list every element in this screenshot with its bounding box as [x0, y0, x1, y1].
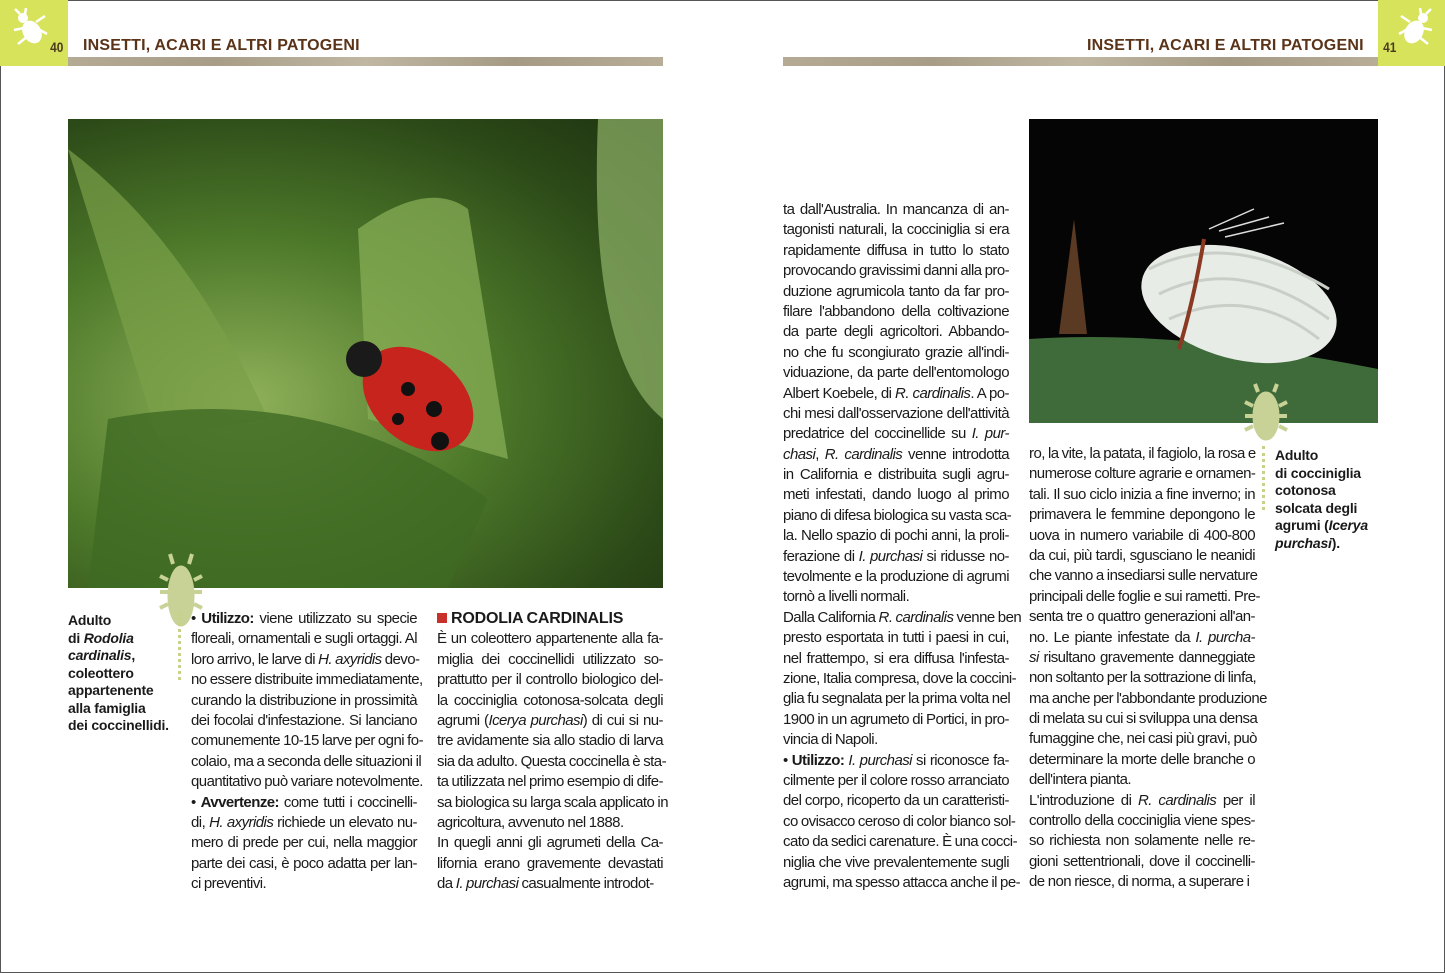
text-line: tali. Il suo ciclo inizia a fine inverno; in: [1029, 485, 1255, 503]
text-line: mero di prede per cui, nella maggior: [191, 834, 417, 852]
text-line: comunemente 10-15 larve per ogni fo-: [191, 732, 424, 750]
text-line: • Utilizzo: I. purchasi si riconosce fa-: [783, 751, 1009, 769]
text-line: senta tre o quattro generazioni all'an-: [1029, 608, 1255, 626]
text-line: ta utilizzata nel primo esempio di dife-: [437, 773, 663, 791]
text-line: dell'intera pianta.: [1029, 771, 1131, 789]
text-line: agrumi, ma spesso attacca anche il pe-: [783, 873, 1021, 891]
section-square-icon: [437, 613, 447, 623]
page-number: 41: [1383, 39, 1397, 55]
text-line: cilmente per il colore rosso arranciato: [783, 771, 1009, 789]
header-strip: [68, 57, 663, 66]
text-line: glia fu segnalata per la prima volta nel: [783, 690, 1011, 708]
text-line: parte dei casi, è poco adatta per lan-: [191, 854, 417, 872]
text-line: fumaggine che, nei casi più gravi, può: [1029, 730, 1257, 748]
text-line: quantitativo può variare notevolmente.: [191, 773, 423, 791]
text-line: lifornia erano gravemente devastati: [437, 854, 663, 872]
text-line: Adulto: [1275, 447, 1319, 463]
text-line: chasi, R. cardinalis venne introdotta: [783, 445, 1009, 463]
text-line: agrumi (Icerya purchasi) di cui si nu-: [437, 711, 663, 729]
text-line: appartenente: [68, 682, 154, 698]
text-line: duzione agrumicola tanto da far pro-: [783, 282, 1009, 300]
text-line: so richiesta non solamente nelle re-: [1029, 832, 1255, 850]
text-line: tre avidamente sia allo stadio di larva: [437, 732, 663, 750]
text-line: tagonisti naturali, la cocciniglia si era: [783, 221, 1009, 239]
text-line: curando la distribuzione in prossimità: [191, 691, 417, 709]
text-line: È un coleottero appartenente alla fa-: [437, 630, 663, 648]
text-line: no essere distribuite immediatamente,: [191, 671, 423, 689]
text-line: di cocciniglia: [1275, 464, 1361, 481]
text-line: • Utilizzo: viene utilizzato su specie: [191, 610, 417, 627]
text-line: zione, Italia compresa, dove la coccini-: [783, 669, 1017, 687]
text-line: agrumi (Icerya: [1275, 517, 1368, 533]
right-page-tab: [1378, 0, 1445, 66]
text-line: tornò a livelli normali.: [783, 588, 910, 606]
text-line: • Avvertenze: come tutti i coccinelli-: [191, 793, 417, 811]
text-line: loro arrivo, le larve di H. axyridis devo-: [191, 650, 420, 668]
text-line: da I. purchasi casualmente introdot-: [437, 875, 654, 893]
text-line: uova in numero variabile di 400-800: [1029, 526, 1255, 544]
text-line: sia da adulto. Questa coccinella è sta-: [437, 752, 667, 770]
text-line: no. Le piante infestate da I. purcha-: [1029, 628, 1255, 646]
text-line: cotonosa: [1275, 482, 1336, 498]
photo-caption-right: [1275, 447, 1385, 552]
text-line: piano di difesa biologica su vasta sca-: [783, 506, 1012, 524]
insect-marker-icon: [1243, 382, 1289, 444]
text-line: vincia di Napoli.: [783, 731, 878, 749]
text-line: miglia dei coccinellidi utilizzato so-: [437, 650, 663, 668]
text-line: no che fu scongiurato grazie all'indi-: [783, 343, 1009, 361]
text-line: dei focolai d'infestazione. Si lanciano: [191, 711, 417, 729]
text-line: meti infestati, dando luogo al primo: [783, 486, 1009, 504]
left-page-tab: [0, 0, 68, 66]
text-line: da cui, più tardi, sgusciano le neanidi: [1029, 546, 1255, 564]
text-line: da parte degli agricoltori. Abbando-: [783, 323, 1009, 341]
text-line: nel frattempo, si era diffusa l'infesta-: [783, 649, 1009, 667]
text-line: la. Nello spazio di pochi anni, la proli-: [783, 527, 1009, 545]
text-line: del corpo, ricoperto da un caratteristi-: [783, 792, 1009, 810]
section-heading-text: RODOLIA CARDINALIS: [451, 610, 624, 627]
dotted-leader: [178, 612, 185, 680]
text-line: ma anche per l'abbondante produzione: [1029, 689, 1267, 707]
text-line: prattutto per il controllo biologico del-: [437, 671, 663, 689]
insect-icon: [12, 8, 48, 48]
text-line: controllo della cocciniglia viene spes-: [1029, 812, 1255, 830]
text-line: solcata degli: [1275, 499, 1358, 516]
text-line: Dalla California R. cardinalis venne ben: [783, 608, 1022, 626]
text-line: chi mesi dall'osservazione dell'attività: [783, 404, 1009, 422]
text-line: Albert Koebele, di R. cardinalis. A po-: [783, 384, 1009, 402]
text-line: di, H. axyridis richiede un elevato nu-: [191, 813, 418, 831]
text-line: di Rodolia: [68, 629, 134, 646]
text-line: Adulto: [68, 612, 112, 628]
text-line: agricoltura, avvenuto nel 1888.: [437, 813, 624, 831]
text-line: cardinalis,: [68, 647, 136, 663]
text-line: presto esportata in tutti i paesi in cui,: [783, 629, 1009, 647]
text-line: ta dall'Australia. In mancanza di an-: [783, 201, 1009, 218]
text-line: provocando gravissimi danni alla pro-: [783, 262, 1010, 280]
text-line: ro, la vite, la patata, il fagiolo, la rosa e: [1029, 445, 1256, 462]
text-line: co ovisacco ceroso di color bianco sol-: [783, 812, 1016, 830]
text-line: gioni settentrionali, dove il coccinelli-: [1029, 852, 1255, 870]
text-line: la cocciniglia cotonosa-solcata degli: [437, 691, 663, 709]
insect-icon: [1398, 8, 1434, 48]
cottony-scale-photo: [1029, 119, 1378, 423]
text-line: principali delle foglie e sui rametti. Pre-: [1029, 587, 1260, 605]
text-line: predatrice del coccinellide su I. pur-: [783, 425, 1009, 443]
text-line: ci preventivi.: [191, 875, 267, 893]
text-line: floreali, ornamentali e sugli ortaggi. Al: [191, 630, 417, 648]
page-number: 40: [50, 39, 64, 55]
running-title: INSETTI, ACARI E ALTRI PATOGENI: [83, 37, 360, 54]
text-line: L'introduzione di R. cardinalis per il: [1029, 791, 1255, 809]
text-line: che vanno a insediarsi sulle nervature: [1029, 567, 1258, 585]
ladybird-photo: [68, 119, 663, 588]
text-line: alla famiglia: [68, 699, 146, 716]
text-line: coleottero: [68, 664, 134, 681]
text-column-1: [191, 609, 424, 894]
text-line: purchasi).: [1275, 534, 1340, 551]
section-heading: [437, 609, 663, 629]
header-strip: [783, 57, 1378, 66]
text-line: tevolmente e la produzione di agrumi: [783, 568, 1009, 586]
text-line: In quegli anni gli agrumeti della Ca-: [437, 834, 663, 852]
text-line: si risultano gravemente danneggiate: [1029, 648, 1255, 666]
text-line: determinare la morte delle branche o: [1029, 750, 1255, 768]
text-column-2: [437, 609, 668, 894]
text-line: 1900 in un agrumeto di Portici, in pro-: [783, 710, 1009, 728]
text-line: rapidamente diffusa in tutto lo stato: [783, 241, 1009, 259]
dotted-leader: [1262, 446, 1269, 510]
text-line: numerose colture agrarie e ornamen-: [1029, 465, 1256, 483]
text-line: filare l'abbandono della coltivazione: [783, 302, 1009, 320]
text-line: sa biologica su larga scala applicato in: [437, 793, 668, 811]
text-column-4: [1029, 444, 1267, 893]
text-line: ferazione di I. purchasi si ridusse no-: [783, 547, 1010, 565]
text-line: viduazione, da parte dell'entomologo: [783, 364, 1009, 382]
text-line: primavera le femmine depongono le: [1029, 506, 1255, 524]
text-line: cato da sedici carenature. È una cocci-: [783, 833, 1018, 851]
text-line: non soltanto per la sottrazione di linfa,: [1029, 669, 1257, 687]
text-line: colaio, ma a seconda delle situazioni il: [191, 752, 422, 770]
text-line: de non riesce, di norma, a superare i: [1029, 873, 1250, 891]
text-line: in California e distribuita sugli agru-: [783, 466, 1009, 484]
text-column-3: [783, 200, 1022, 893]
running-title: INSETTI, ACARI E ALTRI PATOGENI: [1087, 37, 1364, 54]
text-line: niglia che vive prevalentemente sugli: [783, 853, 1009, 871]
photo-caption-left: [68, 612, 178, 735]
text-line: di melata su cui si sviluppa una densa: [1029, 710, 1258, 728]
text-line: dei coccinellidi.: [68, 717, 169, 733]
